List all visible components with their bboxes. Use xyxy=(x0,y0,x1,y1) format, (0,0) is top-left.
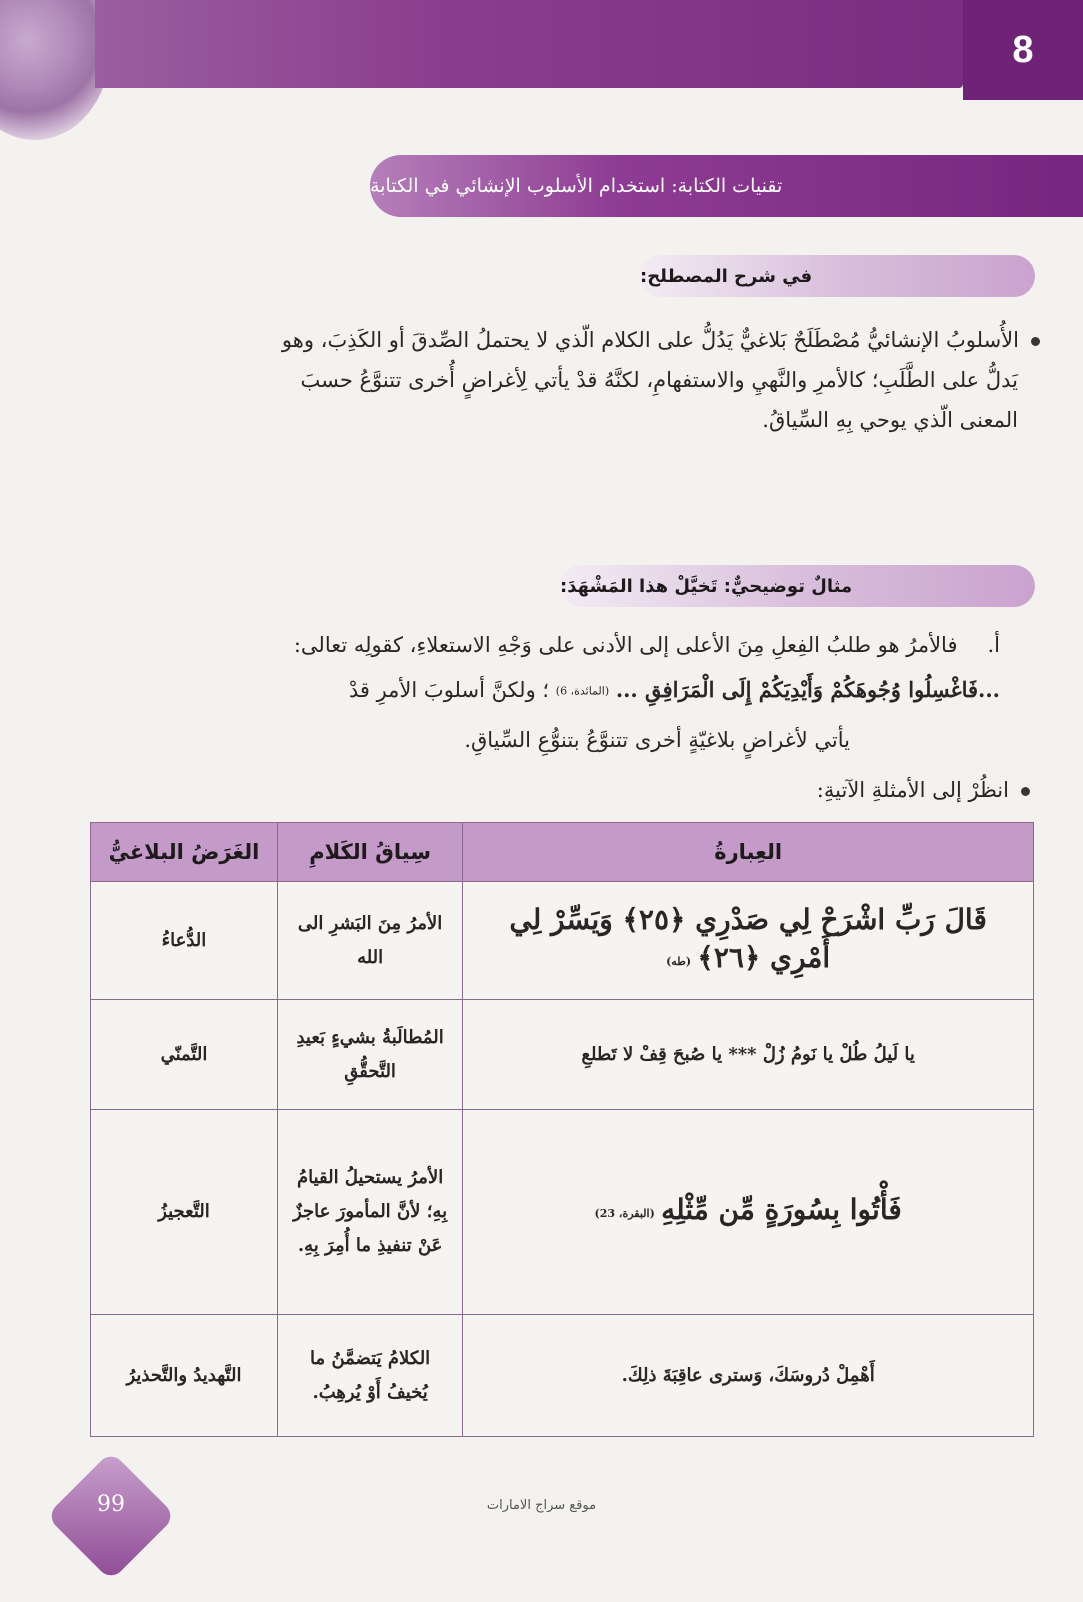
footer-site: موقع سراج الامارات xyxy=(486,1498,597,1513)
context-cell: الأمرُ يستحيلُ القيامُ بِهِ؛ لأنَّ المأمورَ عاجزٌ عَنْ تنفيذِ ما أُمِرَ بِهِ. xyxy=(277,1110,462,1315)
header-band xyxy=(95,0,963,88)
phrase-text: فَأْتُوا بِسُورَةٍ مِّن مِّثْلِهِ xyxy=(661,1193,902,1226)
header-context: سِياقُ الكَلامِ xyxy=(277,823,462,882)
header-purpose: الغَرَضُ البلاغيُّ xyxy=(91,823,278,882)
example-line-3: يأتي لأغراضٍ بلاغيّةٍ أخرى تتنوَّعُ بتنوُّعِ السِّياقِ. xyxy=(464,728,850,752)
example-line-1 xyxy=(200,625,1000,665)
phrase-reference: (البقرة، 23) xyxy=(594,1207,655,1220)
example-line-2 xyxy=(180,670,1000,712)
purpose-cell: التَّهديدُ والتَّحذيرُ xyxy=(91,1315,278,1437)
table-row xyxy=(91,1315,1034,1437)
chapter-number: 8 xyxy=(1012,28,1034,71)
table-row xyxy=(91,882,1034,1000)
table-row xyxy=(91,1110,1034,1315)
quran-reference: (المائدة، 6) xyxy=(555,684,610,698)
context-cell: المُطالَبةُ بشيءٍ بَعيدِ التَّحقُّقِ xyxy=(277,1000,462,1110)
term-definition xyxy=(170,320,1040,440)
examples-table xyxy=(90,822,1034,1437)
section-term-title: في شرح المصطلح: xyxy=(640,265,813,287)
header-phrase: العِبارةُ xyxy=(463,823,1034,882)
table-header-row xyxy=(91,823,1034,882)
look-at-examples xyxy=(400,770,1030,810)
lesson-title-label: تقنيات الكتابة: xyxy=(671,175,783,197)
page-number: 99 xyxy=(97,1492,125,1517)
phrase-text: يا لَيلُ طُلْ يا نَومُ زُلْ *** يا صُبحَ قِفْ لا تَطلعِ xyxy=(581,1043,915,1065)
purpose-cell: الدُّعاءُ xyxy=(91,882,278,1000)
definition-line-3: المعنى الّذي يوحي بِهِ السِّياقُ. xyxy=(762,408,1018,432)
section-example-label xyxy=(560,565,1035,607)
purpose-cell: التَّمنّي xyxy=(91,1000,278,1110)
bullet-icon xyxy=(1031,337,1040,346)
definition-line-1 xyxy=(170,320,1040,360)
table-row xyxy=(91,1000,1034,1110)
section-example-title: مثالٌ توضيحيٌّ: تَخيَّلْ هذا المَشْهَدَ: xyxy=(560,575,853,597)
phrase-cell xyxy=(463,882,1034,1000)
phrase-cell xyxy=(463,1110,1034,1315)
item-marker: أ. xyxy=(987,633,1000,657)
example-line-1-text: فالأمرُ هو طلبُ الفِعلِ مِنَ الأعلى إلى الأدنى على وَجْهِ الاستعلاءِ، كقولِه تعالى: xyxy=(293,633,958,657)
decorative-ornament xyxy=(0,0,110,140)
context-cell: الكلامُ يَتضمَّنُ ما يُخيفُ أَوْ يُرهِبُ. xyxy=(277,1315,462,1437)
phrase-text: قَالَ رَبِّ اشْرَحْ لِي صَدْرِي ﴿٢٥﴾ وَيَسِّرْ لِي أَمْرِي ﴿٢٦﴾ xyxy=(509,902,987,974)
phrase-cell xyxy=(463,1000,1034,1110)
lesson-title xyxy=(370,175,782,197)
purpose-cell: التَّعجيزُ xyxy=(91,1110,278,1315)
chapter-number-box xyxy=(963,0,1083,100)
look-at-examples-text: انظُرْ إلى الأمثلةِ الآتيةِ: xyxy=(816,778,1009,802)
quran-verse: ...فَاغْسِلُوا وُجُوهَكُمْ وَأَيْدِيَكُمْ إِلَى الْمَرَافِقِ ... xyxy=(615,677,1000,702)
phrase-cell xyxy=(463,1315,1034,1437)
phrase-reference: (طه) xyxy=(666,954,692,968)
definition-line-1-text: الأُسلوبُ الإنشائيُّ مُصْطَلَحٌ بَلاغيٌّ يَدُلُّ على الكلام الّذي لا يحتملُ الصِّدقَ أو الكَذِبَ، وهو xyxy=(281,328,1019,352)
section-term-label xyxy=(640,255,1035,297)
phrase-text: أَهْمِلْ دُروسَكَ، وَسترى عاقِبَةَ ذلِكَ. xyxy=(621,1364,875,1386)
lesson-title-banner xyxy=(370,155,1083,217)
context-cell: الأمرُ مِنَ البَشرِ الى الله xyxy=(277,882,462,1000)
lesson-title-text: استخدام الأسلوب الإنشائي في الكتابة xyxy=(370,175,666,197)
definition-line-2: يَدلُّ على الطَّلَبِ؛ كالأمرِ والنَّهيِ والاستفهامِ، لكنَّهُ قدْ يأتي لِأغراضٍ أُخرى تتنوَّعُ حسبَ xyxy=(300,368,1018,392)
example-line-2-tail: ؛ ولكنَّ أسلوبَ الأمرِ قدْ xyxy=(348,678,550,702)
bullet-icon xyxy=(1021,787,1030,796)
